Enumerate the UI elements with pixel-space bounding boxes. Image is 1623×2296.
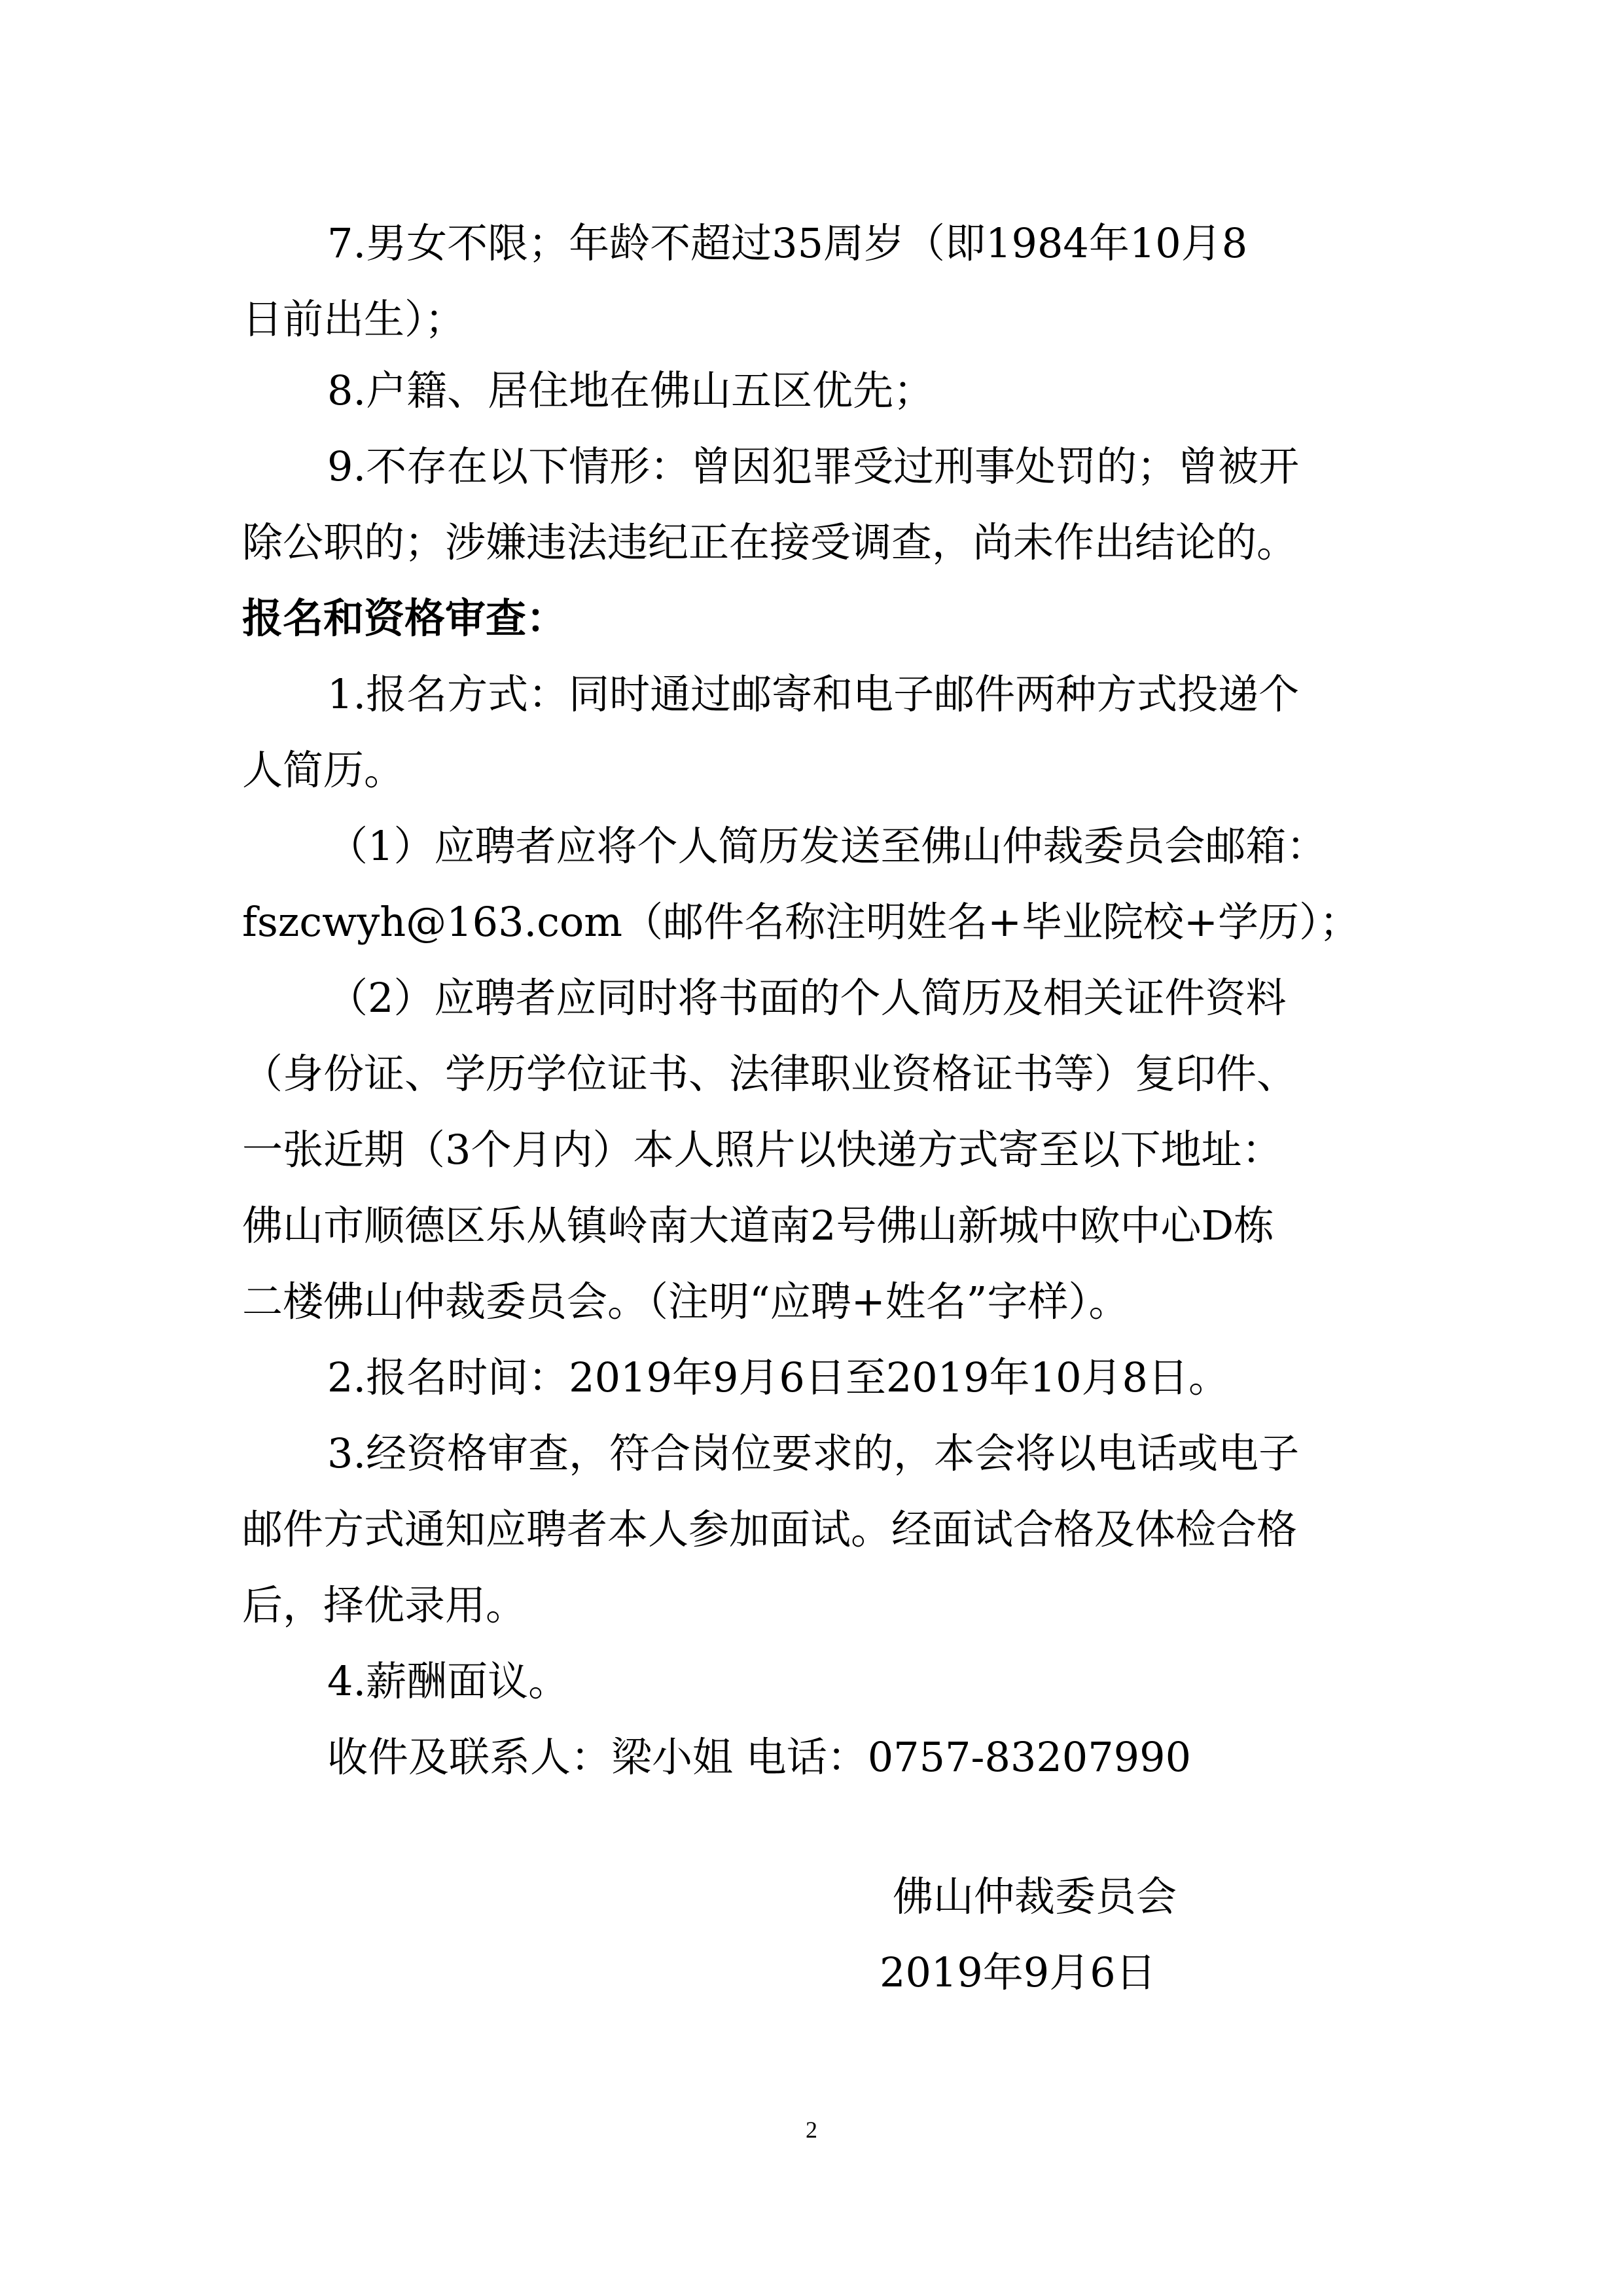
paragraph-line-contact: 收件及联系人：梁小姐 电话：0757-83207990 (327, 1733, 1192, 1781)
paragraph-line-photo: 一张近期（3个月内）本人照片以快递方式寄至以下地址： (242, 1126, 1283, 1174)
paragraph-line-exclusions: 9.不存在以下情形：曾因犯罪受过刑事处罚的；曾被开 (327, 442, 1300, 490)
paragraph-line-documents: （身份证、学历学位证书、法律职业资格证书等）复印件、 (242, 1050, 1298, 1098)
paragraph-line-household: 8.户籍、居住地在佛山五区优先； (327, 367, 935, 414)
paragraph-line-exclusions-cont: 除公职的；涉嫌违法违纪正在接受调查，尚未作出结论的。 (242, 518, 1298, 566)
paragraph-line-address-cont: 二楼佛山仲裁委员会。（注明“应聘+姓名”字样）。 (242, 1278, 1130, 1325)
signature-organization: 佛山仲裁委员会 (893, 1873, 1177, 1920)
paragraph-line-salary: 4.薪酬面议。 (327, 1657, 569, 1705)
page-number: 2 (806, 2117, 817, 2143)
paragraph-line-review: 3.经资格审查，符合岗位要求的，本会将以电话或电子 (327, 1429, 1300, 1477)
paragraph-line-method: 1.报名方式：同时通过邮寄和电子邮件两种方式投递个 (327, 670, 1300, 718)
paragraph-line-method-cont: 人简历。 (242, 746, 405, 794)
paragraph-line-registration-time: 2.报名时间：2019年9月6日至2019年10月8日。 (327, 1354, 1229, 1401)
paragraph-line-email-instruction: （1）应聘者应将个人简历发送至佛山仲裁委员会邮箱： (327, 822, 1327, 870)
paragraph-line-review-cont: 邮件方式通知应聘者本人参加面试。经面试合格及体检合格 (242, 1505, 1298, 1553)
signature-date: 2019年9月6日 (880, 1948, 1156, 1996)
section-heading-registration: 报名和资格审查： (242, 594, 567, 642)
paragraph-line-review-end: 后，择优录用。 (242, 1581, 527, 1629)
paragraph-line-address: 佛山市顺德区乐从镇岭南大道南2号佛山新城中欧中心D栋 (242, 1202, 1275, 1249)
paragraph-line-email-address: fszcwyh@163.com（邮件名称注明姓名+毕业院校+学历）； (242, 898, 1360, 946)
paragraph-line-birthdate: 日前出生）； (242, 295, 466, 343)
paragraph-line-mail-instruction: （2）应聘者应同时将书面的个人简历及相关证件资料 (327, 974, 1287, 1022)
paragraph-line-gender-age: 7.男女不限；年龄不超过35周岁（即1984年10月8 (327, 219, 1248, 267)
